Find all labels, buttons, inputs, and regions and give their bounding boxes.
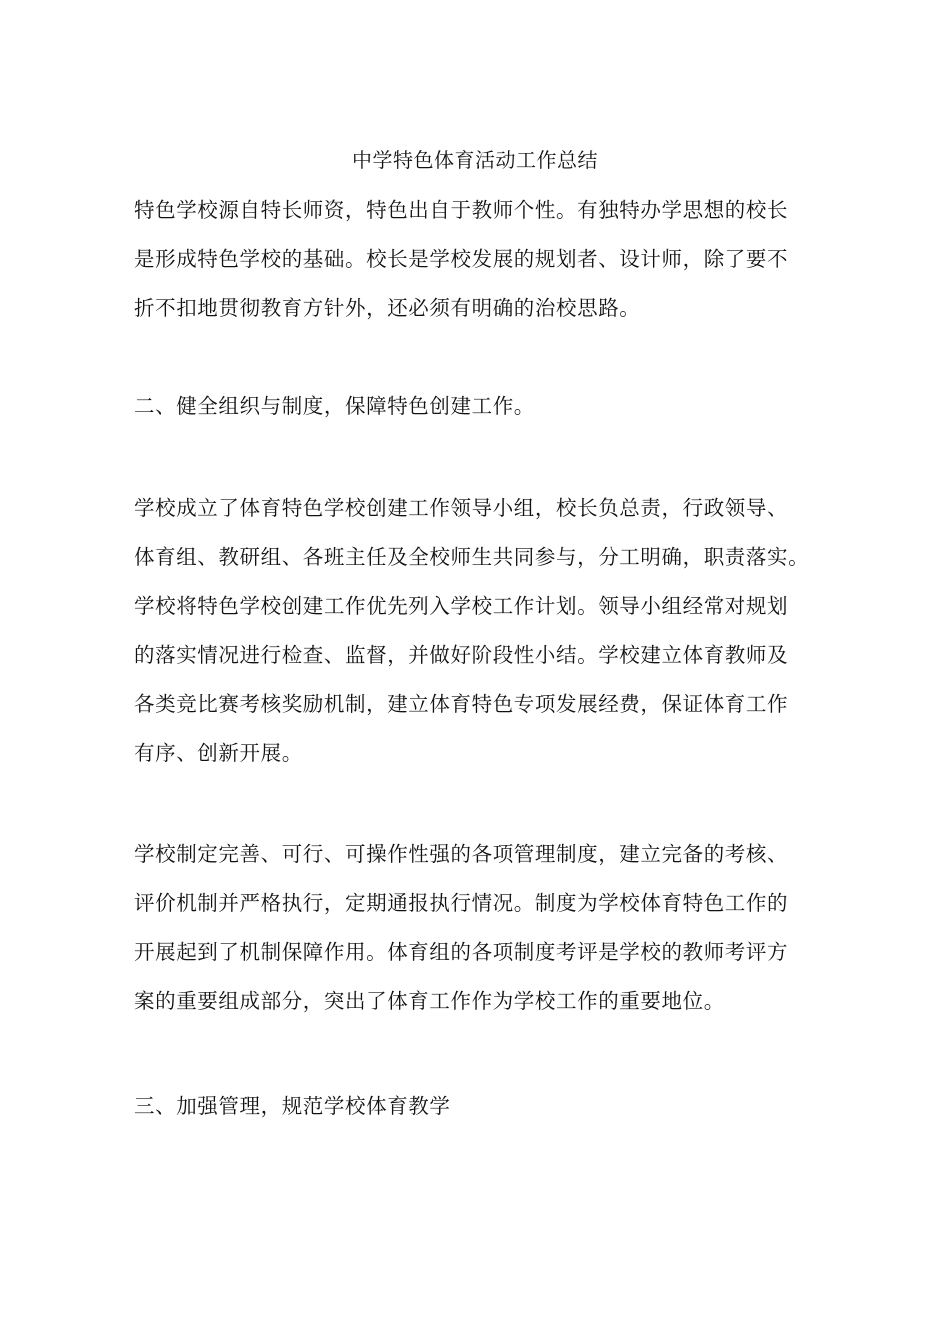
paragraph-line: 开展起到了机制保障作用。体育组的各项制度考评是学校的教师考评方	[134, 940, 789, 964]
paragraph-line: 学校制定完善、可行、可操作性强的各项管理制度，建立完备的考核、	[134, 842, 789, 866]
paragraph-line: 有序、创新开展。	[134, 741, 303, 765]
paragraph-line: 的落实情况进行检查、监督，并做好阶段性小结。学校建立体育教师及	[134, 643, 789, 667]
paragraph-line: 评价机制并严格执行，定期通报执行情况。制度为学校体育特色工作的	[134, 891, 789, 915]
heading-text: 三、加强管理，规范学校体育教学	[134, 1094, 451, 1118]
paragraph-line: 特色学校源自特长师资，特色出自于教师个性。有独特办学思想的校长	[134, 198, 789, 222]
paragraph-line: 学校成立了体育特色学校创建工作领导小组，校长负总责，行政领导、	[134, 496, 789, 520]
paragraph-line: 折不扣地贯彻教育方针外，还必须有明确的治校思路。	[134, 296, 641, 320]
section-heading-2	[134, 382, 834, 431]
heading-text: 二、健全组织与制度，保障特色创建工作。	[134, 394, 535, 418]
paragraph-organization	[134, 484, 834, 778]
section-heading-3	[134, 1082, 834, 1131]
document-title: 中学特色体育活动工作总结	[352, 148, 598, 172]
paragraph-line: 是形成特色学校的基础。校长是学校发展的规划者、设计师，除了要不	[134, 247, 789, 271]
paragraph-line: 体育组、教研组、各班主任及全校师生共同参与，分工明确，职责落实。	[134, 545, 810, 569]
paragraph-line: 案的重要组成部分，突出了体育工作作为学校工作的重要地位。	[134, 989, 725, 1013]
paragraph-line: 学校将特色学校创建工作优先列入学校工作计划。领导小组经常对规划	[134, 594, 789, 618]
paragraph-line: 各类竞比赛考核奖励机制，建立体育特色专项发展经费，保证体育工作	[134, 692, 789, 716]
paragraph-system	[134, 830, 834, 1026]
paragraph-intro	[134, 186, 834, 333]
